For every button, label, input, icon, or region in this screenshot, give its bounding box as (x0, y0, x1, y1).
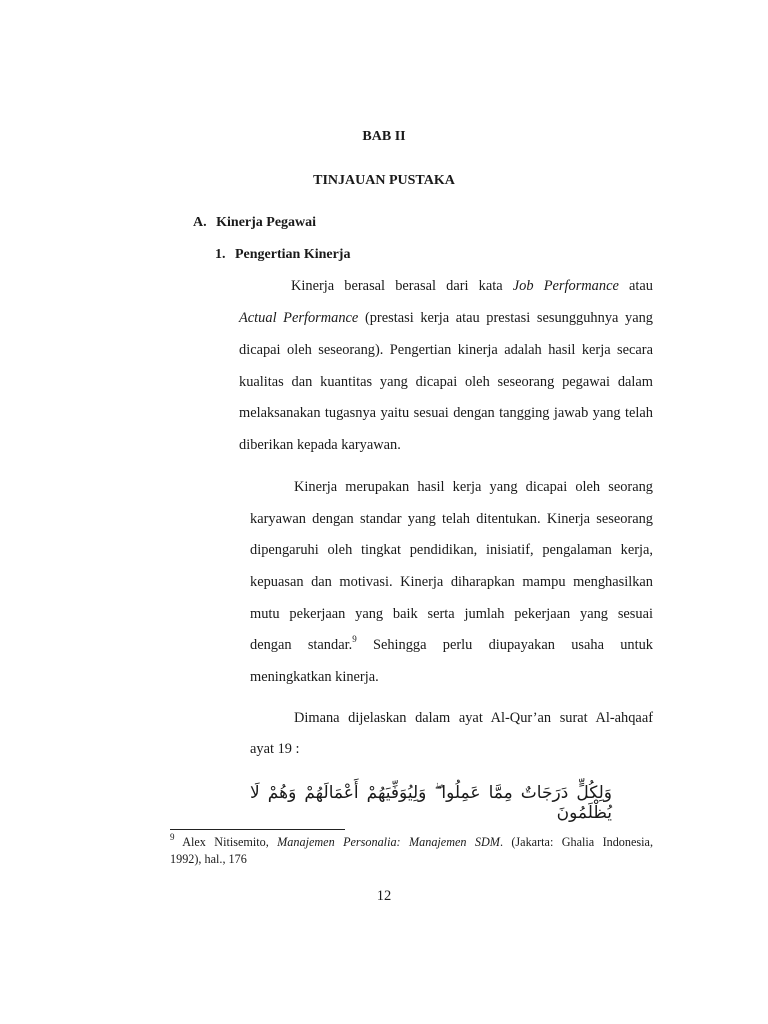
footnote-ref: 9 (352, 634, 357, 645)
p1-line-4: kualitas dan kuantitas yang dicapai oleh seseorang pegawai dalam (239, 374, 653, 390)
p1-line-1: Kinerja berasal berasal dari kata Job Performance atau (291, 278, 653, 294)
footnote-line-1: $^9$ Alex Nitisemito, Manajemen Personalia: Manajemen SDM. (Jakarta: Ghalia Indonesia, (170, 831, 653, 849)
quote-line-3: dipengaruhi oleh tingkat pendidikan, inisiatif, pengalaman kerja, (250, 542, 653, 558)
p2-line-1: Dimana dijelaskan dalam ayat Al-Qur’an surat Al-ahqaaf (294, 710, 653, 726)
quote-line-2: karyawan dengan standar yang telah ditentukan. Kinerja seseorang (250, 511, 653, 527)
p2-line-2: ayat 19 : (250, 741, 300, 757)
arabic-verse: وَلِكُلٍّ دَرَجَاتٌ مِمَّا عَمِلُوا ۖ وَلِيُوَفِّيَهُمْ أَعْمَالَهُمْ وَهُمْ لَا يُظْلَمُونَ (250, 783, 612, 823)
subsection-label: 1. (215, 247, 226, 262)
page-number: 12 (376, 888, 392, 904)
p1-line-2: Actual Performance (prestasi kerja atau prestasi sesungguhnya yang (239, 310, 653, 326)
chapter-heading: BAB II (362, 129, 406, 144)
subsection-title: Pengertian Kinerja (235, 247, 351, 262)
quote-line-7: meningkatkan kinerja. (250, 669, 379, 685)
section-label: A. (193, 215, 207, 230)
subsection-heading (215, 247, 350, 263)
quote-line-5: mutu pekerjaan yang baik serta jumlah pekerjaan yang sesuai (250, 606, 653, 622)
p1-line-5: melaksanakan tugasnya yaitu sesuai dengan tangging jawab yang telah (239, 405, 653, 421)
section-title: Kinerja Pegawai (216, 215, 317, 230)
p1-line-6: diberikan kepada karyawan. (239, 437, 401, 453)
quote-line-6: dengan standar.$^9$ Sehingga perlu diupayakan usaha untuk (250, 634, 653, 653)
quote-line-1: Kinerja merupakan hasil kerja yang dicapai oleh seorang (294, 479, 653, 495)
footnote-number: 9 (170, 831, 175, 842)
section-heading (193, 215, 316, 231)
chapter-title: TINJAUAN PUSTAKA (313, 173, 455, 188)
footnote-separator (170, 829, 345, 830)
footnote-line-2: 1992), hal., 176 (170, 852, 247, 866)
p1-line-3: dicapai oleh seseorang). Pengertian kinerja adalah hasil kerja secara (239, 342, 653, 358)
quote-line-4: kepuasan dan motivasi. Kinerja diharapkan mampu menghasilkan (250, 574, 653, 590)
